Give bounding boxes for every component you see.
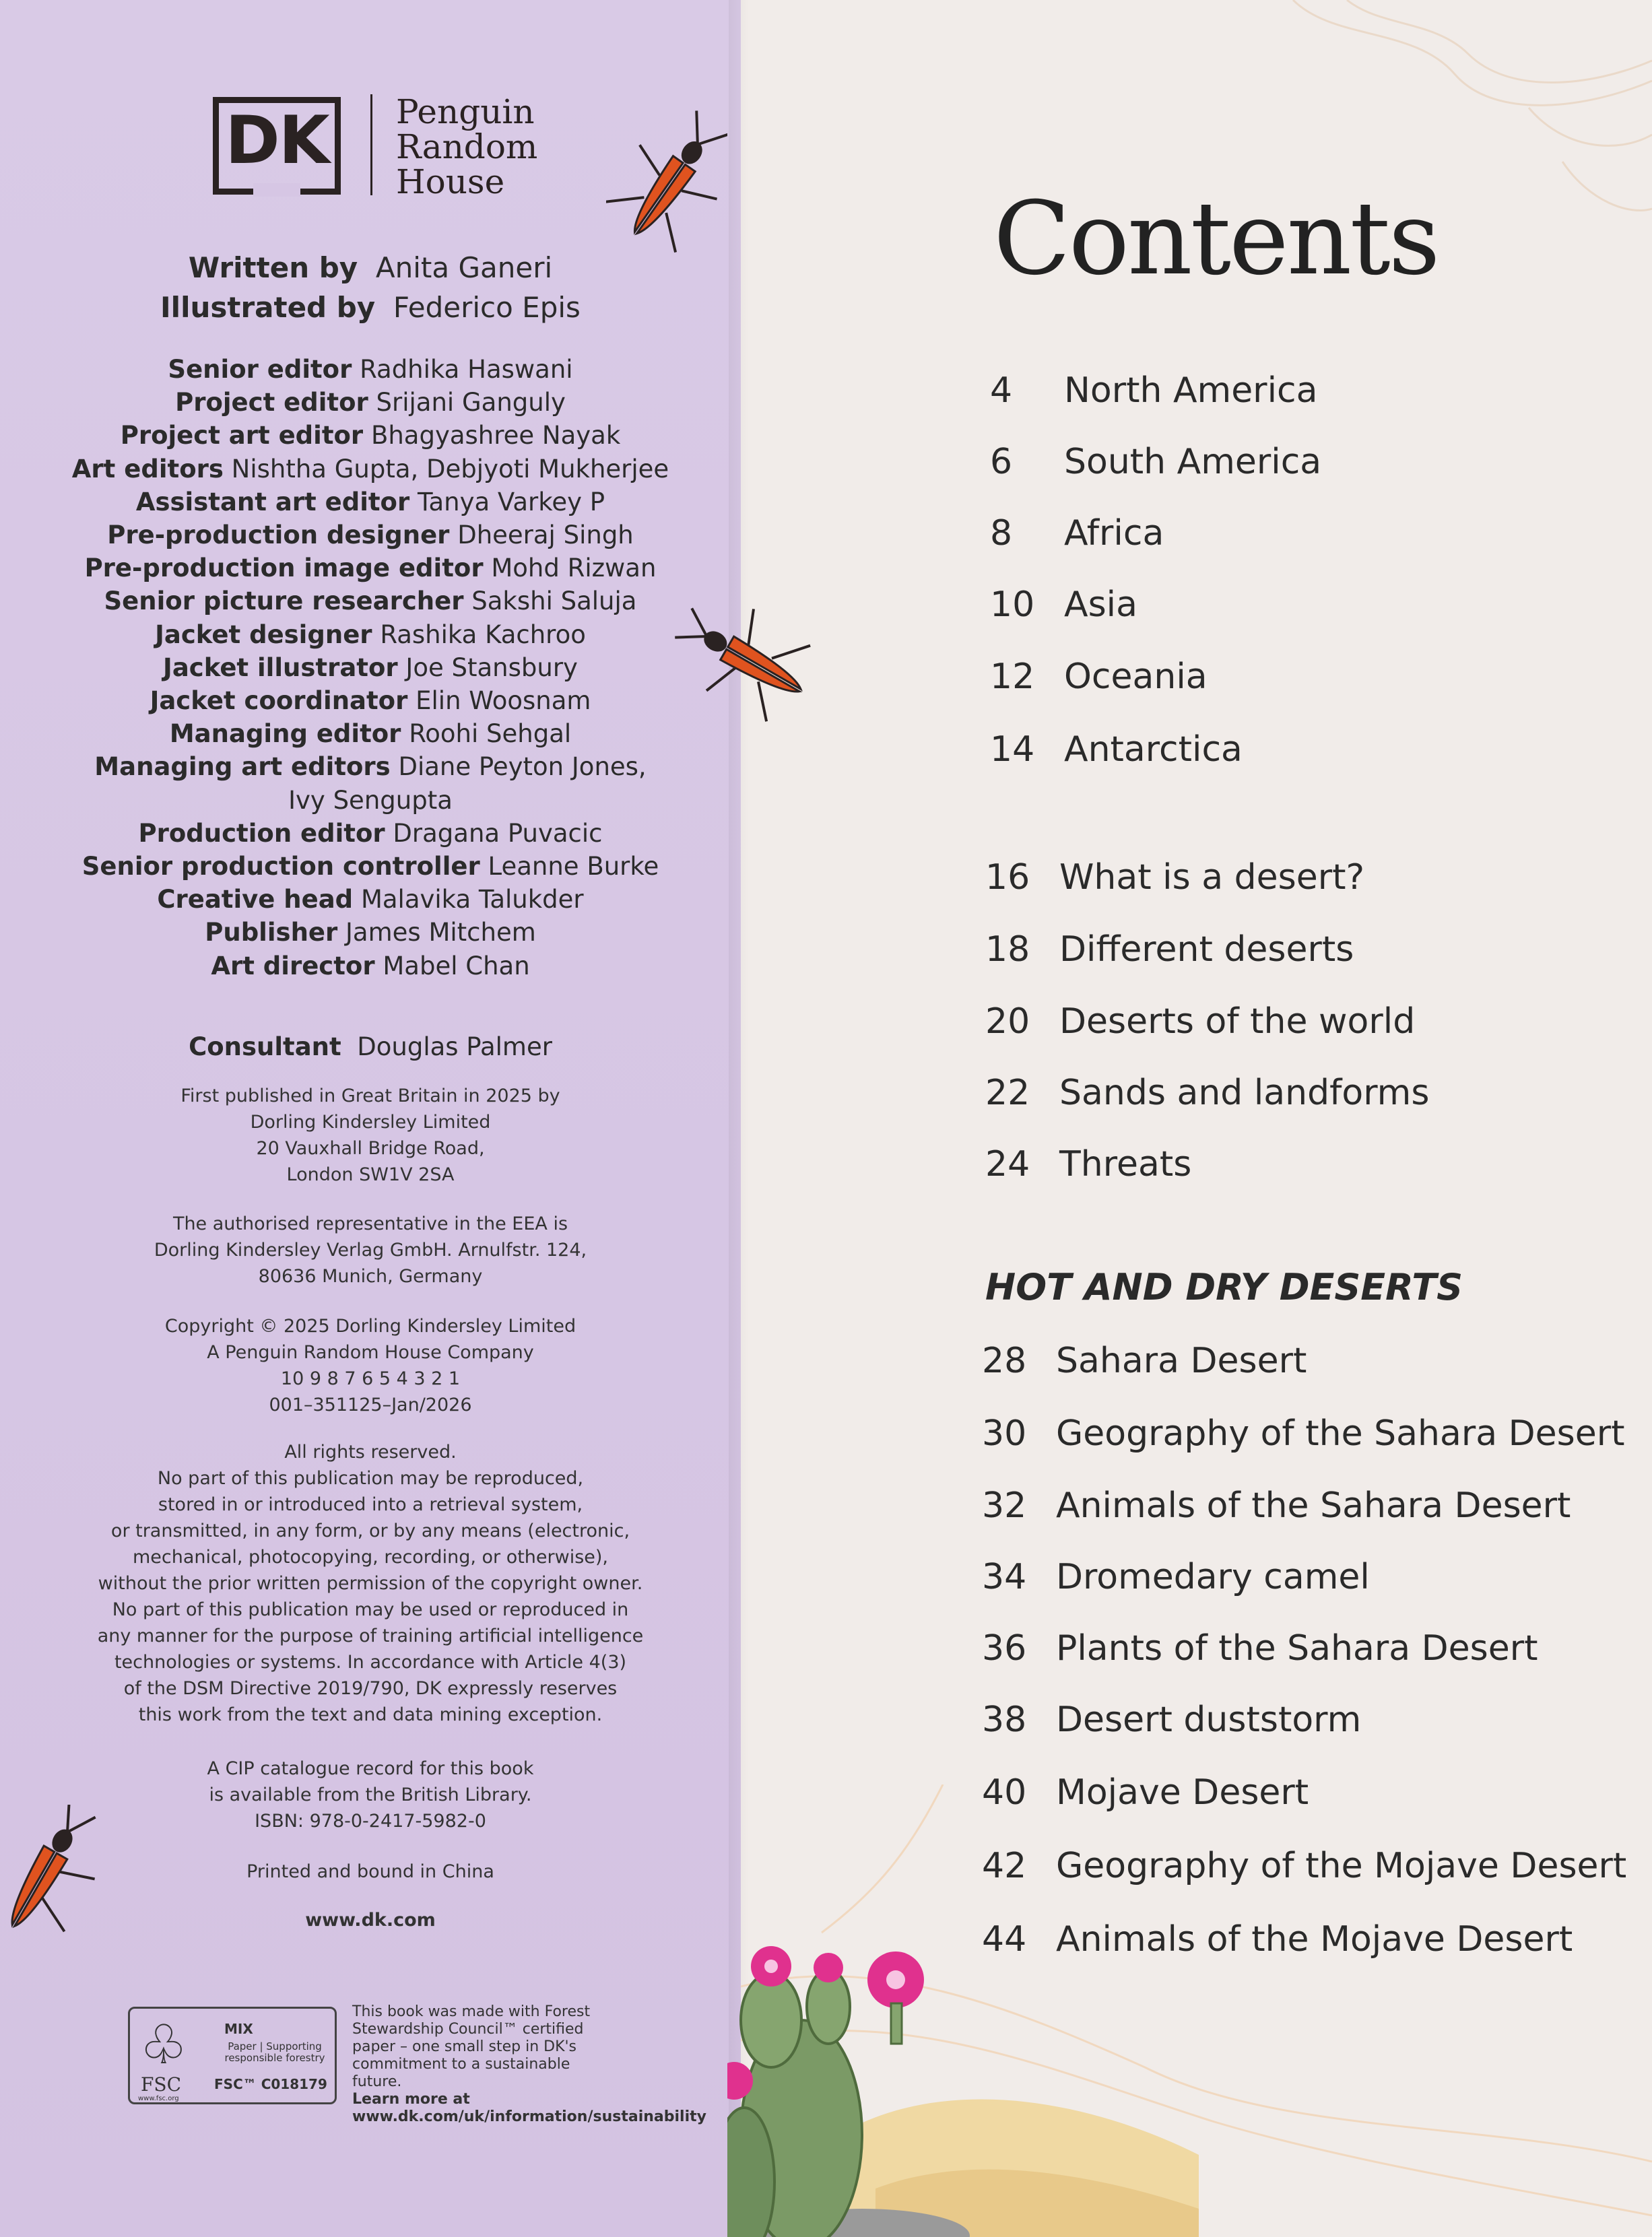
toc-page-number: 32: [982, 1485, 1027, 1526]
toc-entry: [982, 1628, 1538, 1669]
toc-page-number: 14: [990, 729, 1035, 770]
credit-line: Pre-production image editor Mohd Rizwan: [84, 554, 657, 583]
toc-page-number: 16: [985, 857, 1030, 898]
credit-line: Senior picture researcher Sakshi Saluja: [104, 587, 637, 616]
imprint-block: First published in Great Britain in 2025 by Dorling Kindersley Limited 20 Vauxhall Bridge Road, London SW1V 2SA: [180, 1086, 560, 1185]
toc-entry: [985, 857, 1364, 898]
toc-page-number: 18: [985, 929, 1030, 970]
toc-entry: [990, 585, 1137, 625]
consultant-line: Consultant Douglas Palmer: [189, 1032, 552, 1061]
beetle-illustration-top: [606, 108, 727, 269]
toc-entry: [985, 1144, 1191, 1184]
logo-divider: [370, 94, 372, 195]
toc-page-number: 22: [985, 1073, 1030, 1113]
credit-line: Production editor Dragana Puvacic: [138, 818, 603, 848]
toc-entry: [990, 513, 1164, 554]
toc-title: Threats: [1059, 1144, 1192, 1184]
toc-entry: [985, 1001, 1415, 1042]
toc-title: Deserts of the world: [1059, 1001, 1416, 1042]
toc-page-number: 10: [990, 585, 1035, 625]
fsc-note: This book was made with Forest Stewardship Council™ certified paper – one small step in DK's commitment to a sustainable future. Learn more at www.dk.com/uk/information/sustainability: [352, 2003, 706, 2125]
credit-line: Art editors Nishtha Gupta, Debjyoti Mukherjee: [71, 454, 669, 483]
toc-page-number: 40: [982, 1772, 1027, 1813]
credit-line: Project art editor Bhagyashree Nayak: [120, 421, 621, 450]
fsc-logo: ♧ FSC MIX Paper | Supporting responsible forestry FSC™ C018179 www.fsc.org: [128, 2007, 337, 2104]
toc-title: Sahara Desert: [1056, 1341, 1307, 1381]
toc-entry: [990, 442, 1321, 482]
credit-line: Creative head Malavika Talukder: [157, 885, 584, 914]
toc-page-number: 4: [990, 370, 1013, 411]
toc-title: Animals of the Sahara Desert: [1056, 1485, 1571, 1526]
toc-page-number: 28: [982, 1341, 1027, 1381]
contents-title: Contents: [993, 180, 1439, 298]
toc-title: Antarctica: [1064, 729, 1243, 770]
toc-title: North America: [1064, 370, 1318, 411]
toc-page-number: 44: [982, 1919, 1027, 1960]
imprint-block: Copyright © 2025 Dorling Kindersley Limited A Penguin Random House Company 10 9 8 7 6 5 4 3 2 1 001–351125–Jan/2026: [164, 1316, 576, 1415]
toc-page-number: 42: [982, 1846, 1027, 1886]
imprint-block: The authorised representative in the EEA is Dorling Kindersley Verlag GmbH. Arnulfstr. 124, 80636 Munich, Germany: [154, 1213, 587, 1287]
credit-line: Jacket illustrator Joe Stansbury: [163, 653, 578, 682]
toc-page-number: 6: [990, 442, 1013, 482]
dk-logo-text: DK: [225, 102, 329, 179]
beetle-illustration-bottom: [0, 1805, 108, 1953]
imprint-block: All rights reserved. No part of this publication may be reproduced, stored in or introduced into a retrieval system, or transmitted, in any form, or by any means (electronic, mechanical, photocopying, recording, or otherwise), without the prior written permission of the copyright owner. No part of this publication may be used or reproduced in any manner for the purpose of training artificial intelligence technologies or systems. In accordance with Article 4(3) of the DSM Directive 2019/790, DK expressly reserves this work from the text and data mining exception.: [97, 1442, 644, 1725]
toc-entry: [982, 1557, 1370, 1597]
credit-line: Senior production controller Leanne Burke: [81, 852, 659, 881]
toc-title: Geography of the Sahara Desert: [1056, 1413, 1625, 1454]
toc-title: What is a desert?: [1059, 857, 1365, 898]
toc-entry: [990, 657, 1208, 697]
credit-line: Pre-production designer Dheeraj Singh: [107, 521, 634, 549]
toc-title: Animals of the Mojave Desert: [1056, 1919, 1573, 1960]
toc-page-number: 30: [982, 1413, 1027, 1454]
fsc-tree-icon: ♧: [139, 2013, 188, 2076]
credit-line: Jacket designer Rashika Kachroo: [155, 620, 586, 649]
toc-page-number: 36: [982, 1628, 1027, 1669]
credit-line: Publisher James Mitchem: [205, 918, 536, 947]
section-heading: HOT AND DRY DESERTS: [985, 1266, 1463, 1308]
author-line: Written by Anita Ganeri: [188, 251, 553, 284]
toc-title: Dromedary camel: [1056, 1557, 1370, 1597]
illustrator-line: Illustrated by Federico Epis: [160, 291, 581, 324]
toc-entry: [985, 1073, 1429, 1113]
toc-title: Plants of the Sahara Desert: [1056, 1628, 1538, 1669]
toc-entry: [990, 729, 1243, 770]
toc-title: Africa: [1064, 513, 1164, 554]
toc-entry: [982, 1341, 1307, 1381]
credit-line: Managing editor Roohi Sehgal: [169, 719, 572, 749]
toc-entry: [982, 1413, 1625, 1454]
beetle-illustration-middle: [667, 593, 828, 727]
cactus-illustration: [727, 1872, 1199, 2237]
toc-title: Sands and landforms: [1059, 1073, 1430, 1113]
credit-line: Assistant art editor Tanya Varkey P: [135, 487, 605, 516]
toc-entry: [990, 370, 1317, 411]
credit-line: Managing art editors Diane Peyton Jones,: [94, 752, 647, 782]
toc-page-number: 38: [982, 1700, 1027, 1740]
toc-entry: [982, 1700, 1361, 1740]
toc-page-number: 20: [985, 1001, 1030, 1042]
toc-title: Different deserts: [1059, 929, 1354, 970]
toc-title: Mojave Desert: [1056, 1772, 1309, 1813]
toc-title: Oceania: [1064, 657, 1208, 697]
toc-page-number: 8: [990, 513, 1013, 554]
imprint-block: A CIP catalogue record for this book is available from the British Library. ISBN: 978-0-2417-5982-0: [207, 1758, 534, 1832]
credit-line: Senior editor Radhika Haswani: [168, 355, 573, 384]
toc-page-number: 24: [985, 1144, 1030, 1184]
toc-entry: [982, 1485, 1571, 1526]
credit-line: Art director Mabel Chan: [211, 951, 530, 980]
penguin-random-house-text: Penguin Random House: [396, 92, 538, 201]
toc-title: Geography of the Mojave Desert: [1056, 1846, 1627, 1886]
website-link: www.dk.com: [305, 1910, 436, 1931]
dk-logo-book-notch: [253, 183, 300, 197]
toc-page-number: 12: [990, 657, 1035, 697]
toc-entry: [982, 1772, 1309, 1813]
toc-title: South America: [1064, 442, 1322, 482]
toc-title: Desert duststorm: [1056, 1700, 1362, 1740]
toc-page-number: 34: [982, 1557, 1027, 1597]
imprint-block: Printed and bound in China: [246, 1861, 494, 1882]
credit-line: Jacket coordinator Elin Woosnam: [150, 686, 591, 715]
toc-entry: [985, 929, 1354, 970]
credit-line: Project editor Srijani Ganguly: [175, 388, 566, 418]
toc-title: Asia: [1064, 585, 1137, 625]
credit-line: Ivy Sengupta: [288, 785, 453, 815]
